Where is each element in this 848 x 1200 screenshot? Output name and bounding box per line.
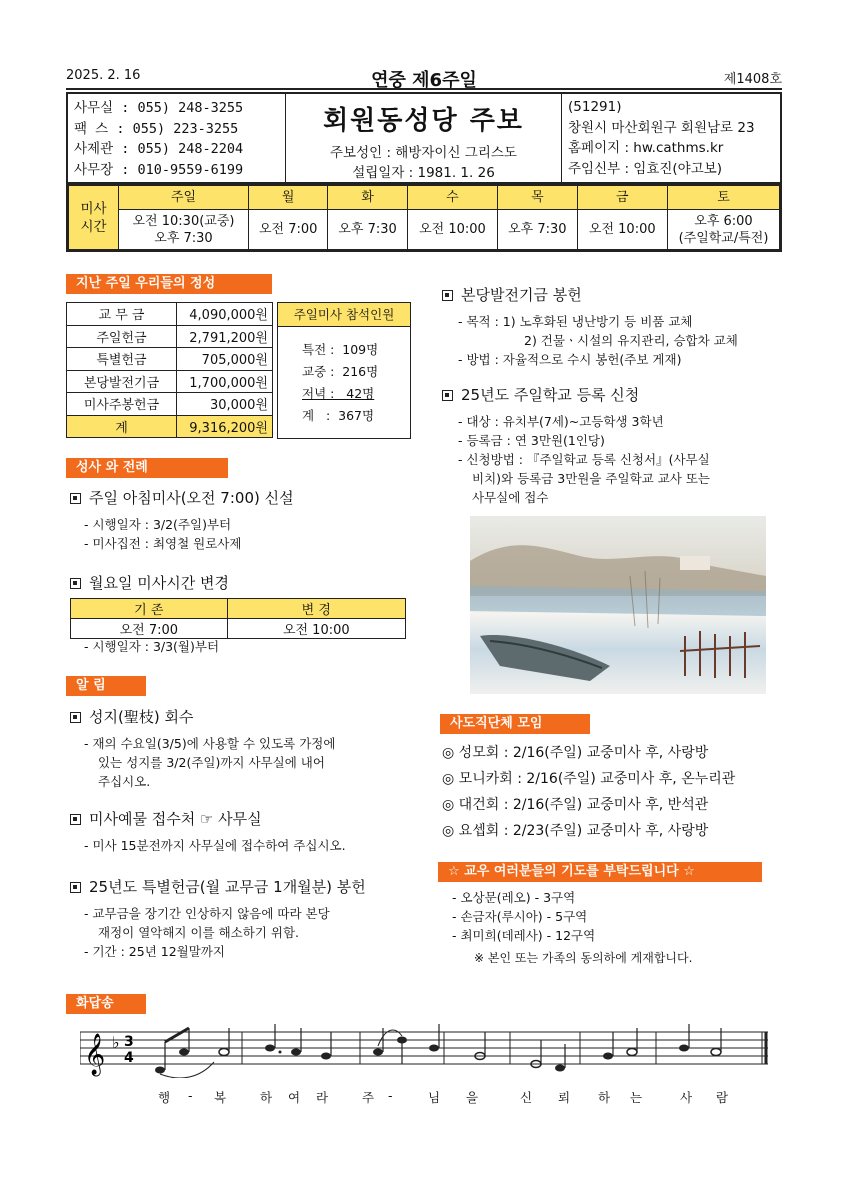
mass-offer-heading: 미사예물 접수처 ☞ 사무실 [70,808,410,829]
attendance-row: 계 : 367명 [302,408,375,423]
monday-note: - 시행일자 : 3/3(월)부터 [84,639,220,654]
table-row: 교 무 금 4,090,000원 [67,303,273,326]
list-item: - 손금자(루시아) - 5구역 [452,909,588,924]
prayer-list [452,888,772,968]
table-row: 본당발전기금 1,700,000원 [67,370,273,393]
contact-row: 팩 스 : 055) 223-3255 [74,120,239,137]
issue-date: 2025. 2. 16 [66,68,141,83]
groups-title: 사도직단체 모임 [440,714,590,734]
svg-text:3: 3 [124,1034,134,1050]
table-row: 특별헌금 705,000원 [67,348,273,371]
list-item: - 오상문(레오) - 3구역 [452,890,576,905]
pastor: 주임신부 : 임효진(야고보) [568,160,723,177]
address: 창원시 마산회원구 회원남로 23 [568,119,755,136]
masthead-title: 회원동성당 주보 [323,106,524,136]
issue-number: 제1408호 [723,72,782,87]
sacraments-title: 성사 와 전례 [66,458,228,478]
palm-section: 성지(聖枝) 회수 - 재의 수요일(3/5)에 사용할 수 있도록 가정에 있는 성지를 3/2(주일)까지 사무실에 내어 주십시오. [70,706,410,791]
address-block [562,94,780,182]
mass-offer-section: 미사예물 접수처 ☞ 사무실 - 미사 15분전까지 사무실에 접수하여 주십시오. [70,808,410,855]
mass-time: 오전 7:00 [249,210,328,250]
list-item: ◎ 성모회 : 2/16(주일) 교중미사 후, 사랑방 [442,745,709,761]
palm-heading: 성지(聖枝) 회수 [70,706,410,727]
contact-list [68,94,286,182]
attendance-box [277,302,411,439]
special-heading: 25년도 특별헌금(월 교무금 1개월분) 봉헌 [70,876,420,897]
mass-label: 미사 시간 [69,186,119,250]
day-header: 토 [668,186,780,210]
mass-time: 오전 10:00 [407,210,497,250]
list-item: ◎ 대건회 : 2/16(주일) 교중미사 후, 반석관 [442,797,709,813]
patron: 주보성인 : 해방자이신 그리스도 [330,145,517,161]
monday-section [70,572,410,593]
offering-table [66,302,273,438]
day-header: 화 [328,186,407,210]
mass-time: 오후 7:30 [498,210,577,250]
attendance-row: 저녁 : 42명 [302,386,375,401]
list-item: ◎ 모니카회 : 2/16(주일) 교중미사 후, 온누리관 [442,771,736,787]
attendance-title: 주일미사 참석인원 [278,303,410,327]
attendance-row: 특전 : 109명 [302,342,379,357]
masthead [286,94,562,182]
mass-time: 오전 10:30(교중) 오후 7:30 [119,210,249,250]
music-staff [80,1022,768,1078]
table-row: 주일헌금 2,791,200원 [67,325,273,348]
groups-list [442,740,782,844]
sunday-school-heading: 25년도 주일학교 등록 신청 [442,384,782,405]
zip: (51291) [568,99,622,115]
day-header: 월 [249,186,328,210]
header-box [66,92,782,184]
prayer-note: ※ 본인 또는 가족의 동의하에 게재합니다. [474,951,693,965]
contact-row: 사제관 : 055) 248-2204 [74,141,244,157]
total-row: 계 9,316,200원 [67,415,273,438]
list-item: - 최미희(데레사) - 12구역 [452,928,596,943]
top-line [66,66,782,90]
prayer-title: ☆ 교우 여러분들의 기도를 부탁드립니다 ☆ [438,862,762,882]
line: - 시행일자 : 3/2(주일)부터 [84,517,232,532]
svg-text:𝄞: 𝄞 [84,1034,106,1075]
day-header: 수 [407,186,497,210]
offering-title: 지난 주일 우리들의 정성 [66,274,272,294]
psalm-lyrics: 행 - 복 하 여 라 주 - 님 을 신 뢰 하 는 사 람 [158,1088,729,1105]
liturgical-week: 연중 제6주일 [371,70,477,91]
table-row: 미사주봉헌금 30,000원 [67,393,273,416]
day-header: 목 [498,186,577,210]
attendance-row: 교중 : 216명 [302,364,379,379]
development-section: 본당발전기금 봉헌 - 목적 : 1) 노후화된 냉난방기 등 비품 교체 2) 건물ㆍ시설의 유지관리, 승합차 교체 - 방법 : 자율적으로 수시 봉헌(주보 게재) [442,284,782,369]
mass-time: 오후 6:00 (주일학교/특전) [668,210,780,250]
notices-title: 알 림 [66,676,146,696]
morning-mass-section [70,487,410,553]
homepage: 홈페이지 : hw.cathms.kr [568,140,724,156]
development-heading: 본당발전기금 봉헌 [442,284,782,305]
day-header: 주일 [119,186,249,210]
special-section: 25년도 특별헌금(월 교무금 1개월분) 봉헌 - 교무금을 장기간 인상하지 않음에 따라 본당 재정이 열악해지 이를 해소하기 위함. - 기간 : 25년 12월말까지 [70,876,420,961]
sunday-school-section: 25년도 주일학교 등록 신청 - 대상 : 유치부(7세)~고등학생 3학년 - 등록금 : 연 3만원(1인당) - 신청방법 : 『주일학교 등록 신청서』(사무실 비치)와 등록금 3만원을 주일학교 교사 또는 사무실에 접수 [442,384,782,507]
morning-mass-heading: 주일 아침미사(오전 7:00) 신설 [70,487,410,508]
mass-time: 오후 7:30 [328,210,407,250]
day-header: 금 [577,186,667,210]
mass-time: 오전 10:00 [577,210,667,250]
svg-text:4: 4 [124,1050,134,1066]
psalm-title: 화답송 [66,994,146,1014]
list-item: ◎ 요셉회 : 2/23(주일) 교중미사 후, 사랑방 [442,823,709,839]
mass-schedule [66,184,782,252]
line: - 미사집전 : 최영철 원로사제 [84,536,242,551]
founded: 설립일자 : 1981. 1. 26 [352,165,495,181]
watercolor-painting [470,516,766,694]
svg-text:♭: ♭ [112,1033,120,1052]
monday-heading: 월요일 미사시간 변경 [70,572,410,593]
contact-row: 사무장 : 010-9559-6199 [74,161,244,178]
monday-table: 기 존 변 경 오전 7:00 오전 10:00 [70,598,406,639]
contact-row: 사무실 : 055) 248-3255 [74,100,244,116]
